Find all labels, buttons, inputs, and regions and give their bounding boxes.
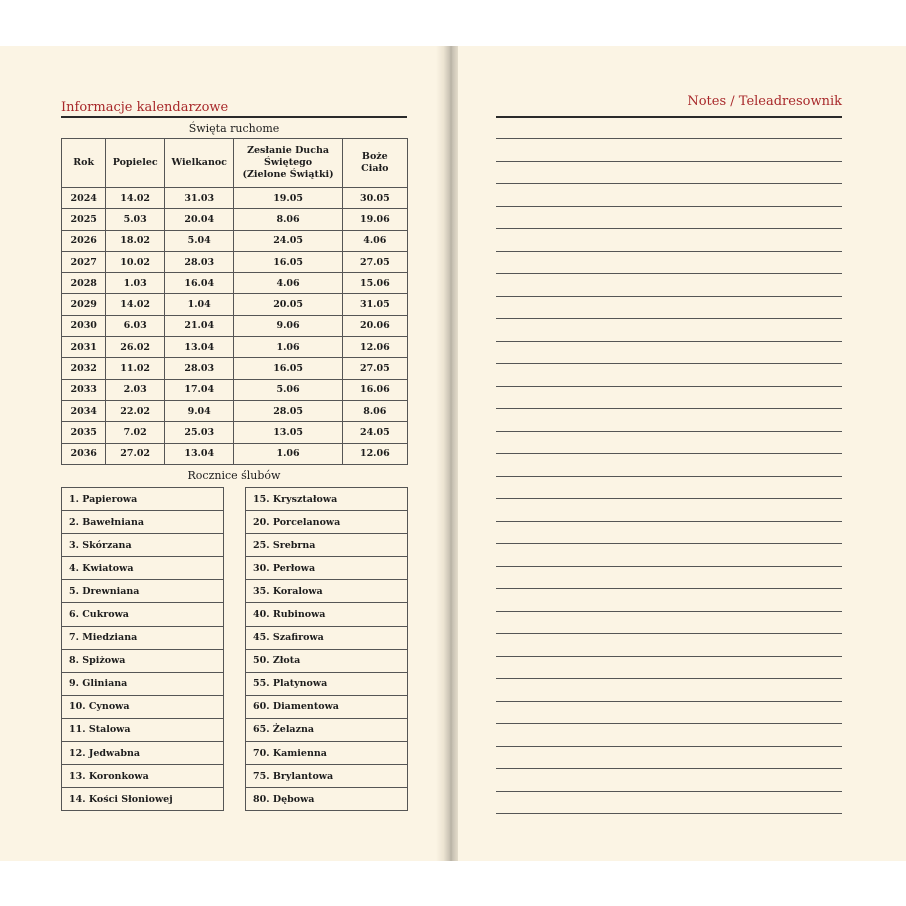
table-cell: 13.04 — [164, 443, 233, 464]
table-row — [62, 273, 408, 294]
table-cell: 16.05 — [234, 358, 342, 379]
note-line[interactable] — [496, 476, 842, 477]
anniversary-label: 6. Cukrowa — [62, 603, 224, 626]
table-cell: 2031 — [62, 337, 106, 358]
note-line[interactable] — [496, 363, 842, 364]
anniversary-label: 2. Bawełniana — [62, 511, 224, 534]
anniversary-label: 45. Szafirowa — [246, 626, 408, 649]
table-row — [62, 443, 408, 464]
table-cell: 16.06 — [342, 379, 407, 400]
table-row — [62, 337, 408, 358]
table-cell: 27.02 — [106, 443, 165, 464]
note-line[interactable] — [496, 566, 842, 567]
table-cell: 4.06 — [342, 230, 407, 251]
anniversary-label: 60. Diamentowa — [246, 695, 408, 718]
table-row — [62, 209, 408, 230]
note-line[interactable] — [496, 273, 842, 274]
list-item — [246, 718, 408, 741]
table-row — [62, 294, 408, 315]
list-item — [62, 765, 224, 788]
note-line[interactable] — [496, 611, 842, 612]
list-item — [246, 742, 408, 765]
list-item — [246, 603, 408, 626]
table-cell: 31.03 — [164, 188, 233, 209]
anniversary-label: 30. Perłowa — [246, 557, 408, 580]
note-line[interactable] — [496, 746, 842, 747]
table-cell: 6.03 — [106, 315, 165, 336]
list-item — [246, 511, 408, 534]
anniversary-label: 3. Skórzana — [62, 534, 224, 557]
table-cell: 20.05 — [234, 294, 342, 315]
table-cell: 16.05 — [234, 251, 342, 272]
table-cell: 4.06 — [234, 273, 342, 294]
list-item — [246, 488, 408, 511]
table-cell: 26.02 — [106, 337, 165, 358]
anniversaries-table-right — [245, 487, 408, 811]
note-line[interactable] — [496, 453, 842, 454]
list-item — [62, 534, 224, 557]
note-line[interactable] — [496, 251, 842, 252]
table-cell: 24.05 — [342, 422, 407, 443]
note-line[interactable] — [496, 813, 842, 814]
list-item — [246, 672, 408, 695]
table-cell: 2024 — [62, 188, 106, 209]
anniversary-label: 1. Papierowa — [62, 488, 224, 511]
note-line[interactable] — [496, 588, 842, 589]
table-cell: 5.04 — [164, 230, 233, 251]
table-cell: 7.02 — [106, 422, 165, 443]
list-item — [62, 488, 224, 511]
anniversaries-title: Rocznice ślubów — [187, 469, 281, 482]
anniversary-label: 7. Miedziana — [62, 626, 224, 649]
table-cell: 2028 — [62, 273, 106, 294]
table-cell: 28.03 — [164, 251, 233, 272]
list-item — [62, 742, 224, 765]
table-cell: 18.02 — [106, 230, 165, 251]
table-cell: 2025 — [62, 209, 106, 230]
table-cell: 14.02 — [106, 294, 165, 315]
table-row — [62, 251, 408, 272]
note-line[interactable] — [496, 138, 842, 139]
col-header: Zesłanie Ducha Świętego (Zielone Świątki) — [234, 139, 342, 188]
list-item — [246, 580, 408, 603]
table-cell: 13.05 — [234, 422, 342, 443]
anniversary-label: 40. Rubinowa — [246, 603, 408, 626]
header-rule — [61, 116, 407, 118]
list-item — [62, 603, 224, 626]
col-header: Boże Ciało — [342, 139, 407, 188]
right-page-header: Notes / Teleadresownik — [687, 94, 842, 109]
note-line[interactable] — [496, 341, 842, 342]
list-item — [62, 511, 224, 534]
anniversary-label: 12. Jedwabna — [62, 742, 224, 765]
table-cell: 27.05 — [342, 251, 407, 272]
table-cell: 22.02 — [106, 400, 165, 421]
table-cell: 9.04 — [164, 400, 233, 421]
anniversary-label: 4. Kwiatowa — [62, 557, 224, 580]
table-cell: 2027 — [62, 251, 106, 272]
table-cell: 8.06 — [234, 209, 342, 230]
list-item — [62, 695, 224, 718]
anniversary-label: 50. Złota — [246, 649, 408, 672]
table-cell: 12.06 — [342, 337, 407, 358]
note-line[interactable] — [496, 206, 842, 207]
table-row — [62, 379, 408, 400]
table-cell: 20.06 — [342, 315, 407, 336]
table-cell: 27.05 — [342, 358, 407, 379]
table-cell: 8.06 — [342, 400, 407, 421]
table-row — [62, 230, 408, 251]
list-item — [62, 672, 224, 695]
table-cell: 2032 — [62, 358, 106, 379]
table-cell: 5.06 — [234, 379, 342, 400]
table-cell: 2029 — [62, 294, 106, 315]
table-cell: 28.03 — [164, 358, 233, 379]
note-line[interactable] — [496, 701, 842, 702]
table-row — [62, 188, 408, 209]
note-line[interactable] — [496, 498, 842, 499]
table-cell: 21.04 — [164, 315, 233, 336]
list-item — [62, 649, 224, 672]
list-item — [62, 788, 224, 811]
left-page-header: Informacje kalendarzowe — [61, 100, 229, 115]
movable-feasts-title: Święta ruchome — [188, 122, 280, 135]
table-cell: 9.06 — [234, 315, 342, 336]
list-item — [62, 626, 224, 649]
table-cell: 1.03 — [106, 273, 165, 294]
anniversary-label: 8. Spiżowa — [62, 649, 224, 672]
table-row — [62, 315, 408, 336]
table-cell: 2030 — [62, 315, 106, 336]
anniversaries-table-left — [61, 487, 224, 811]
list-item — [62, 718, 224, 741]
note-line[interactable] — [496, 521, 842, 522]
anniversary-label: 5. Drewniana — [62, 580, 224, 603]
list-item — [246, 557, 408, 580]
note-line[interactable] — [496, 296, 842, 297]
table-row — [62, 422, 408, 443]
anniversary-label: 9. Gliniana — [62, 672, 224, 695]
anniversary-label: 80. Dębowa — [246, 788, 408, 811]
table-cell: 31.05 — [342, 294, 407, 315]
note-line[interactable] — [496, 408, 842, 409]
list-item — [246, 626, 408, 649]
note-line[interactable] — [496, 161, 842, 162]
table-cell: 2035 — [62, 422, 106, 443]
table-cell: 2.03 — [106, 379, 165, 400]
table-cell: 1.06 — [234, 337, 342, 358]
table-cell: 13.04 — [164, 337, 233, 358]
list-item — [246, 695, 408, 718]
table-cell: 28.05 — [234, 400, 342, 421]
table-cell: 10.02 — [106, 251, 165, 272]
list-item — [246, 765, 408, 788]
table-cell: 2034 — [62, 400, 106, 421]
anniversary-label: 70. Kamienna — [246, 742, 408, 765]
table-cell: 11.02 — [106, 358, 165, 379]
note-line[interactable] — [496, 633, 842, 634]
table-row — [62, 400, 408, 421]
col-header: Popielec — [106, 139, 165, 188]
table-cell: 2036 — [62, 443, 106, 464]
table-row — [62, 358, 408, 379]
anniversary-label: 11. Stalowa — [62, 718, 224, 741]
note-line[interactable] — [496, 678, 842, 679]
table-cell: 1.06 — [234, 443, 342, 464]
note-line[interactable] — [496, 791, 842, 792]
notebook-spread — [0, 46, 906, 861]
note-line[interactable] — [496, 543, 842, 544]
table-cell: 12.06 — [342, 443, 407, 464]
table-cell: 5.03 — [106, 209, 165, 230]
table-cell: 19.06 — [342, 209, 407, 230]
list-item — [246, 534, 408, 557]
table-cell: 30.05 — [342, 188, 407, 209]
note-line[interactable] — [496, 318, 842, 319]
movable-feasts-table — [61, 138, 408, 465]
table-cell: 15.06 — [342, 273, 407, 294]
anniversary-label: 35. Koralowa — [246, 580, 408, 603]
list-item — [62, 580, 224, 603]
left-page — [0, 46, 444, 861]
list-item — [246, 649, 408, 672]
table-cell: 19.05 — [234, 188, 342, 209]
table-cell: 17.04 — [164, 379, 233, 400]
note-line[interactable] — [496, 183, 842, 184]
table-cell: 24.05 — [234, 230, 342, 251]
col-header: Rok — [62, 139, 106, 188]
table-cell: 14.02 — [106, 188, 165, 209]
anniversary-label: 20. Porcelanowa — [246, 511, 408, 534]
table-cell: 2033 — [62, 379, 106, 400]
list-item — [62, 557, 224, 580]
note-line[interactable] — [496, 656, 842, 657]
note-line[interactable] — [496, 723, 842, 724]
table-cell: 1.04 — [164, 294, 233, 315]
anniversary-label: 75. Brylantowa — [246, 765, 408, 788]
anniversary-label: 65. Żelazna — [246, 718, 408, 741]
anniversary-label: 15. Kryształowa — [246, 488, 408, 511]
header-rule — [496, 116, 842, 118]
anniversary-label: 55. Platynowa — [246, 672, 408, 695]
note-line[interactable] — [496, 431, 842, 432]
table-cell: 25.03 — [164, 422, 233, 443]
note-line[interactable] — [496, 228, 842, 229]
anniversary-label: 14. Kości Słoniowej — [62, 788, 224, 811]
anniversary-label: 13. Koronkowa — [62, 765, 224, 788]
table-cell: 2026 — [62, 230, 106, 251]
note-line[interactable] — [496, 386, 842, 387]
table-cell: 16.04 — [164, 273, 233, 294]
table-cell: 20.04 — [164, 209, 233, 230]
note-line[interactable] — [496, 768, 842, 769]
anniversary-label: 10. Cynowa — [62, 695, 224, 718]
col-header: Wielkanoc — [164, 139, 233, 188]
list-item — [246, 788, 408, 811]
anniversary-label: 25. Srebrna — [246, 534, 408, 557]
